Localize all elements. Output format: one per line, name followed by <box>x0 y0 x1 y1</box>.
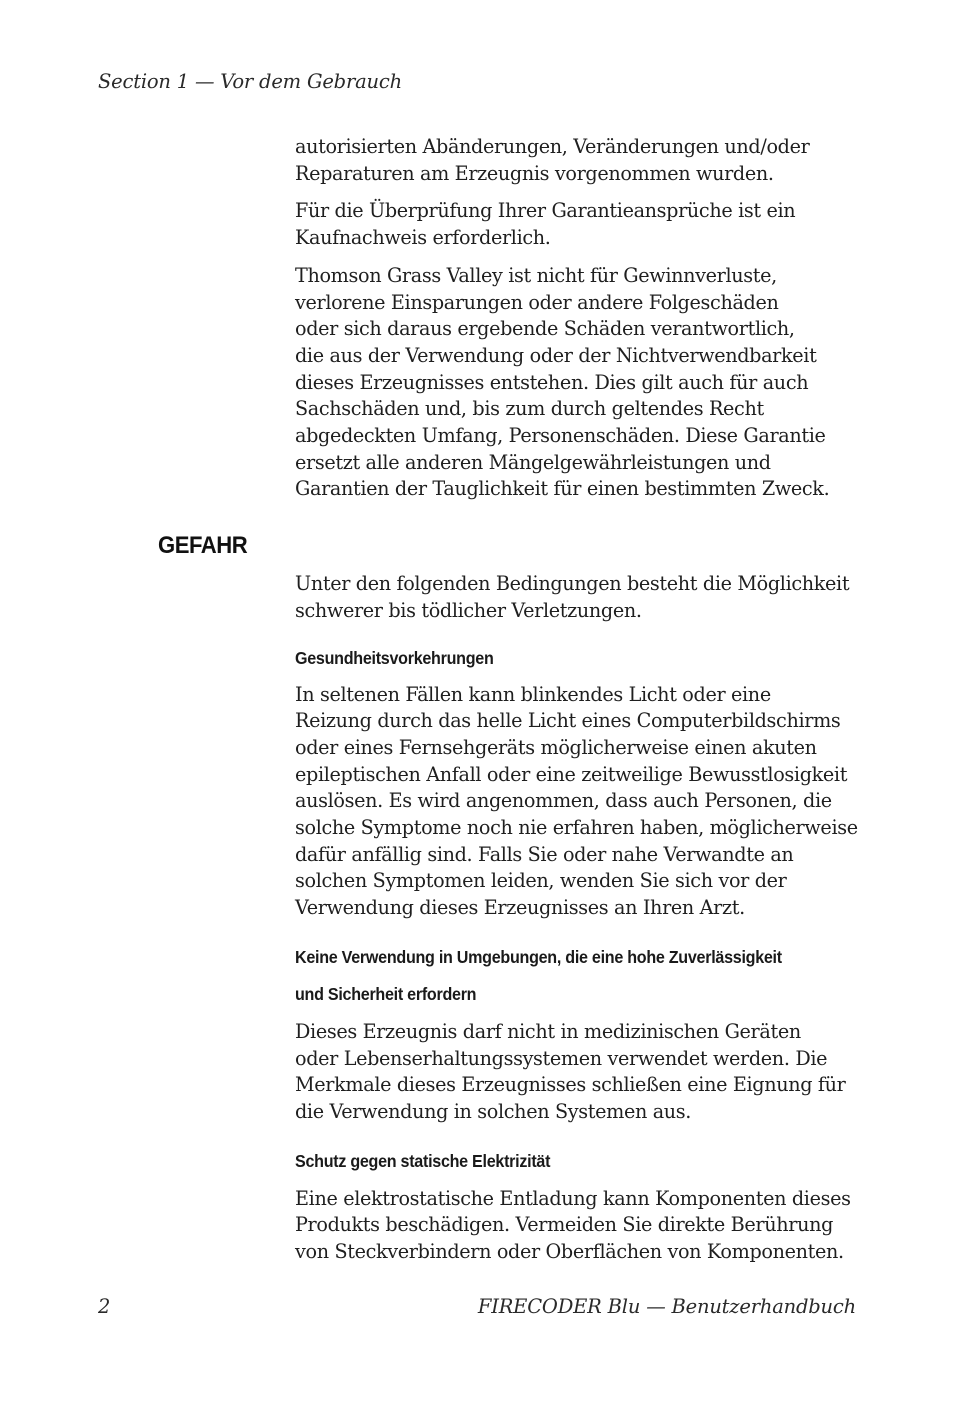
static-text: Eine elektrostatische Entladung kann Komponenten dieses Produkts beschädigen. Vermeiden Sie direkte Berührung von Steckverbindern oder Oberflächen von Komponenten. <box>295 1186 851 1264</box>
reliability-text: Dieses Erzeugnis darf nicht in medizinischen Geräten oder Lebenserhaltungssystemen verwendet werden. Die Merkmale dieses Erzeugnisses schließen eine Eignung für die Verwendung in solchen Systemen aus. <box>295 1019 846 1123</box>
running-header: Section 1 — Vor dem Gebrauch <box>98 70 402 93</box>
warranty-paragraph: Thomson Grass Valley ist nicht für Gewinnverluste, verlorene Einsparungen oder andere Folgeschäden oder sich daraus ergebende Schäden verantwortlich, die aus der Verwendung oder der Nichtverwendbarkeit dieses Erzeugnisses entstehen. Dies gilt auch für auch Sachschäden und, bis zum durch geltendes Recht abgedeckten Umfang, Personenschäden. Diese Garantie ersetzt alle anderen Mängelgewährleistungen und Garantien der Tauglichkeit für einen bestimmten Zweck. <box>295 263 830 501</box>
page-number: 2 <box>98 1295 111 1318</box>
subheading-static: Schutz gegen statische Elektrizität <box>295 1150 551 1171</box>
body-column <box>295 134 865 1277</box>
running-footer <box>98 1295 856 1321</box>
subheading-reliability: Keine Verwendung in Umgebungen, die eine hohe Zuverlässigkeit und Sicherheit erfordern <box>295 946 782 1004</box>
danger-intro: Unter den folgenden Bedingungen besteht die Möglichkeit schwerer bis tödlicher Verletzungen. <box>295 572 850 622</box>
health-text: In seltenen Fällen kann blinkendes Licht oder eine Reizung durch das helle Licht eines Computerbildschirms oder eines Fernsehgeräts möglicherweise einen akuten epileptischen Anfall oder eine zeitweilige Bewusstlosigkeit auslösen. Es wird angenommen, dass auch Personen, die solche Symptome noch nie erfahren haben, möglicherweise dafür anfällig sind. Falls Sie oder nahe Verwandte an solchen Symptomen leiden, wenden Sie sich vor der Verwendung dieses Erzeugnisses an Ihren Arzt. <box>295 682 858 920</box>
document-title: FIRECODER Blu — Benutzerhandbuch <box>477 1295 856 1318</box>
warranty-paragraph: Für die Überprüfung Ihrer Garantieansprüche ist ein Kaufnachweis erforderlich. <box>295 199 796 250</box>
section-heading-gefahr: GEFAHR <box>158 532 248 559</box>
warranty-paragraph: autorisierten Abänderungen, Veränderungen und/oder Reparaturen am Erzeugnis vorgenommen wurden. <box>295 135 810 185</box>
subheading-health: Gesundheitsvorkehrungen <box>295 647 494 668</box>
